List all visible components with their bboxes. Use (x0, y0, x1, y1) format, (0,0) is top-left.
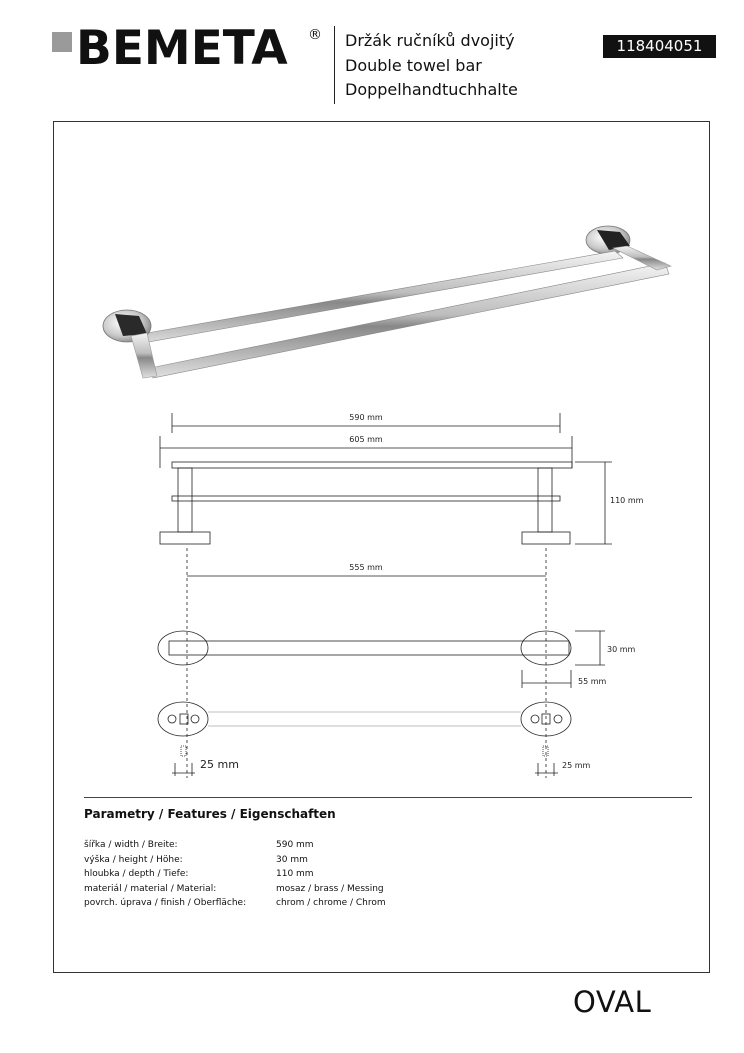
feature-value: 30 mm (276, 854, 308, 865)
series-name: OVAL (573, 985, 652, 1019)
dim-label-590: 590 mm (349, 413, 383, 422)
features-divider (84, 797, 692, 798)
feature-row-height (84, 853, 386, 868)
features-heading: Parametry / Features / Eigenschaften (84, 807, 336, 821)
feature-label: povrch. úprava / finish / Oberfläche: (84, 898, 247, 908)
title-czech: Držák ručníků dvojitý (345, 31, 515, 50)
feature-label: šířka / width / Breite: (84, 840, 178, 850)
product-illustration (95, 218, 675, 388)
feature-row-width (84, 838, 386, 853)
feature-value: mosaz / brass / Messing (276, 883, 384, 894)
title-english: Double towel bar (345, 55, 482, 75)
feature-value: 110 mm (276, 869, 314, 879)
logo-square-mark (52, 32, 72, 52)
feature-label: materiál / material / Material: (84, 883, 217, 894)
dim-label-25-left: 25 mm (200, 758, 239, 771)
header-divider (334, 26, 335, 104)
feature-row-finish (84, 896, 386, 911)
feature-label: hloubka / depth / Tiefe: (84, 869, 189, 879)
dim-label-555: 555 mm (349, 563, 383, 572)
brand-logo (52, 21, 327, 77)
dim-label-605: 605 mm (349, 435, 383, 444)
feature-value: 590 mm (276, 840, 314, 850)
technical-drawing (150, 408, 644, 783)
title-german: Doppelhandtuchhalte (345, 80, 518, 99)
feature-value: chrom / chrome / Chrom (276, 898, 386, 908)
logo-text: BEMETA (76, 21, 288, 76)
dim-label-30: 30 mm (607, 645, 636, 654)
dim-label-25-right: 25 mm (562, 761, 591, 770)
dim-label-110: 110 mm (610, 496, 644, 505)
features-table (84, 838, 386, 911)
product-title-block (345, 29, 518, 103)
feature-row-depth (84, 867, 386, 882)
dim-label-55: 55 mm (578, 677, 607, 686)
product-code-badge: 118404051 (603, 35, 716, 58)
feature-label: výška / height / Höhe: (84, 854, 183, 865)
logo-registered-mark: ® (308, 27, 322, 43)
feature-row-material (84, 882, 386, 897)
